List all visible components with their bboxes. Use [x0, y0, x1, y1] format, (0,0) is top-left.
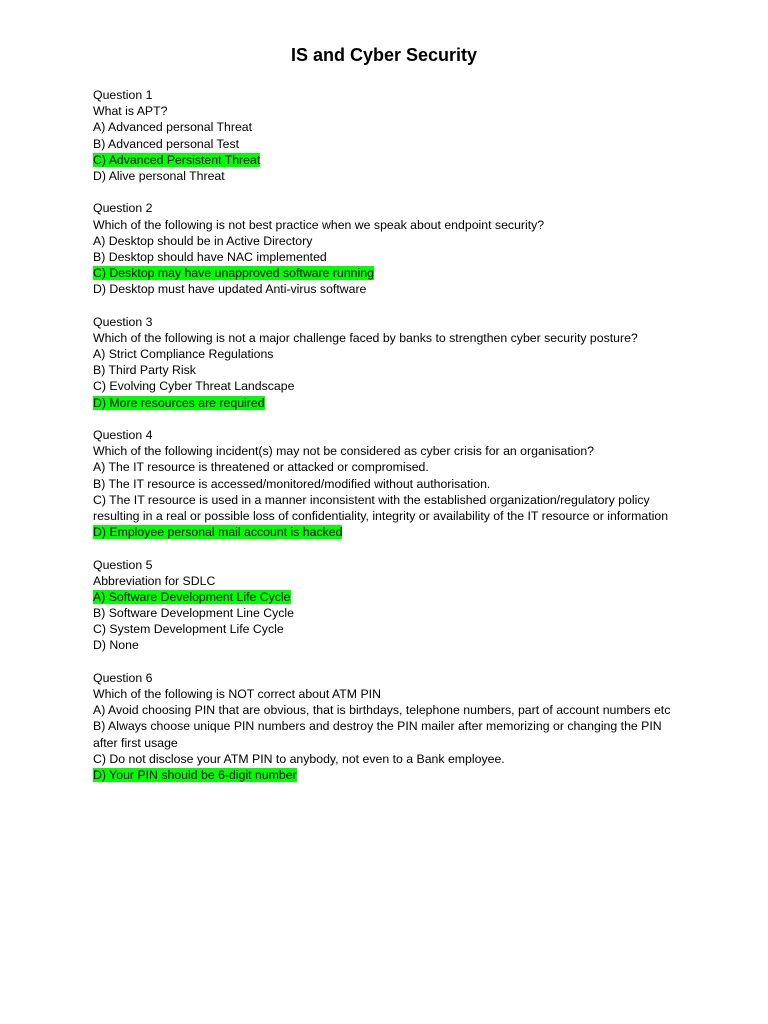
- option-d: [93, 767, 683, 783]
- option-a: [93, 589, 683, 605]
- option-text: D) More resources are required: [93, 395, 265, 410]
- question-label: Question 6: [93, 670, 153, 685]
- question-text: Which of the following is not best practice when we speak about endpoint security?: [93, 217, 545, 232]
- option-text: A) Strict Compliance Regulations: [93, 347, 274, 361]
- option-c: [93, 265, 683, 281]
- option-text: C) The IT resource is used in a manner inconsistent with the established organization/regulatory policy resulting in a real or possible loss of confidentiality, integrity or availability of the IT resource or information: [93, 492, 669, 523]
- option-b: [93, 718, 683, 750]
- question-label: Question 3: [93, 314, 153, 329]
- option-text: C) System Development Life Cycle: [93, 622, 284, 637]
- question-5: [93, 557, 683, 654]
- option-a: [93, 346, 683, 362]
- option-text: D) Employee personal mail account is hacked: [93, 525, 343, 540]
- question-list: [93, 87, 683, 799]
- option-c: [93, 492, 683, 524]
- option-text: B) Software Development Line Cycle: [93, 606, 294, 621]
- option-b: [93, 249, 683, 265]
- question-text: Abbreviation for SDLC: [93, 573, 216, 588]
- option-d: [93, 281, 683, 297]
- option-a: [93, 702, 683, 718]
- option-d: [93, 168, 683, 184]
- option-text: B) Desktop should have NAC implemented: [93, 249, 327, 264]
- question-3: [93, 314, 683, 411]
- option-a: [93, 119, 683, 135]
- option-text: A) Desktop should be in Active Directory: [93, 233, 313, 248]
- question-2: [93, 200, 683, 297]
- option-d: [93, 524, 683, 540]
- option-text: C) Evolving Cyber Threat Landscape: [93, 379, 295, 394]
- option-c: [93, 378, 683, 394]
- option-text: D) Alive personal Threat: [93, 168, 225, 183]
- option-b: [93, 136, 683, 152]
- option-text: B) Third Party Risk: [93, 363, 196, 378]
- question-label: Question 2: [93, 201, 153, 216]
- option-text: B) Advanced personal Test: [93, 136, 240, 151]
- option-c: [93, 152, 683, 168]
- option-text: A) Advanced personal Threat: [93, 120, 253, 135]
- question-text: Which of the following is not a major challenge faced by banks to strengthen cyber security posture?: [93, 330, 638, 345]
- question-text: What is APT?: [93, 104, 168, 119]
- option-text: A) Avoid choosing PIN that are obvious, that is birthdays, telephone numbers, part of account numbers etc: [93, 703, 671, 718]
- option-text: B) Always choose unique PIN numbers and destroy the PIN mailer after memorizing or changing the PIN after first usage: [93, 719, 662, 750]
- option-d: [93, 637, 683, 653]
- option-text: A) Software Development Life Cycle: [93, 589, 291, 604]
- option-a: [93, 459, 683, 475]
- option-text: D) None: [93, 638, 139, 653]
- option-b: [93, 476, 683, 492]
- option-c: [93, 751, 683, 767]
- option-text: C) Do not disclose your ATM PIN to anybody, not even to a Bank employee.: [93, 751, 505, 766]
- option-b: [93, 605, 683, 621]
- option-text: C) Advanced Persistent Threat: [93, 152, 261, 167]
- option-text: D) Your PIN should be 6-digit number: [93, 768, 297, 783]
- question-4: [93, 427, 683, 540]
- option-c: [93, 621, 683, 637]
- option-text: A) The IT resource is threatened or attacked or compromised.: [93, 460, 429, 475]
- question-6: [93, 670, 683, 783]
- option-a: [93, 233, 683, 249]
- question-text: Which of the following is NOT correct about ATM PIN: [93, 687, 381, 702]
- question-1: [93, 87, 683, 184]
- question-label: Question 4: [93, 427, 153, 442]
- question-label: Question 1: [93, 88, 153, 102]
- option-d: [93, 395, 683, 411]
- option-text: D) Desktop must have updated Anti-virus software: [93, 282, 367, 297]
- option-b: [93, 362, 683, 378]
- question-label: Question 5: [93, 557, 153, 572]
- option-text: B) The IT resource is accessed/monitored/modified without authorisation.: [93, 476, 491, 491]
- page-title: IS and Cyber Security: [290, 45, 478, 65]
- question-text: Which of the following incident(s) may not be considered as cyber crisis for an organisation?: [93, 444, 595, 459]
- option-text: C) Desktop may have unapproved software running: [93, 266, 374, 281]
